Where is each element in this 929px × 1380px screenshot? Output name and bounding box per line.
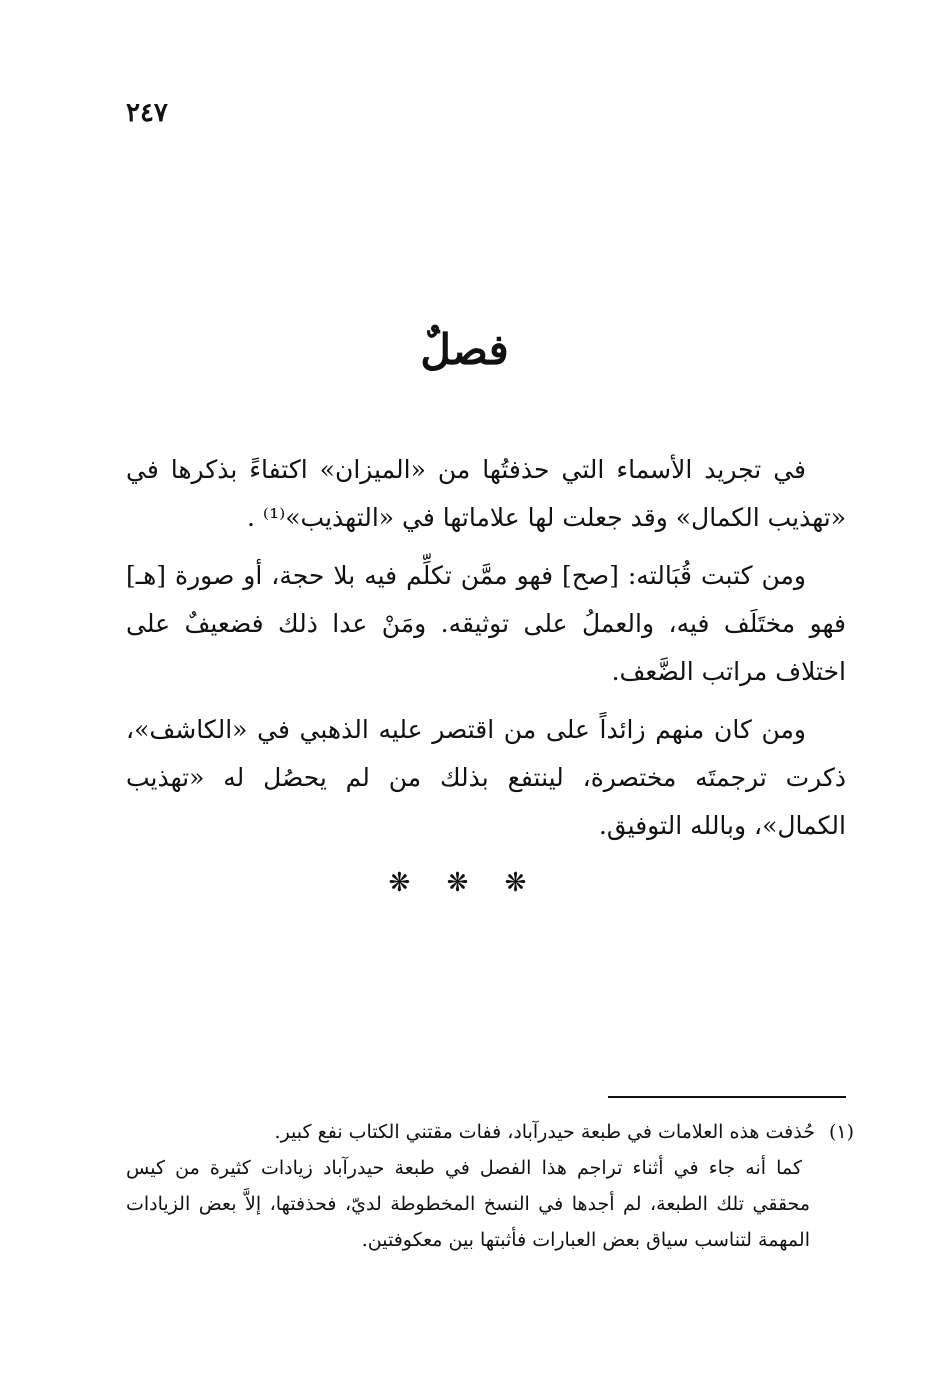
footnote-continuation: [126, 1150, 810, 1258]
paragraph: ومن كتبت قُبَالته: [صح] فهو ممَّن تكلِّم فيه بلا حجة، أو صورة [هـ] فهو مختَلَف فيه، والعملُ على توثيقه. ومَنْ عدا ذلك فضعيفٌ على اختلاف مراتب الضَّعف.: [126, 561, 846, 686]
main-text: [126, 446, 846, 860]
footnote-divider: [608, 1096, 846, 1098]
footnotes: [126, 1114, 854, 1258]
paragraph: في تجريد الأسماء التي حذفتُها من «الميزان» اكتفاءً بذكرها في «تهذيب الكمال» وقد جعلت لها علاماتها في «التهذيب»⁽¹⁾ .: [126, 455, 846, 532]
footnote-continuation-text: كما أنه جاء في أثناء تراجم هذا الفصل في طبعة حيدرآباد زيادات كثيرة من كيس محققي تلك الطبعة، لم أجدها في النسخ المخطوطة لديّ، فحذفتها، إلاَّ بعض الزيادات المهمة لتناسب سياق بعض العبارات فأثبتها بين معكوفتين.: [126, 1157, 810, 1251]
footnote-marker: (١): [828, 1121, 854, 1143]
paragraph: ومن كان منهم زائداً على من اقتصر عليه الذهبي في «الكاشف»، ذكرت ترجمتَه مختصرة، لينتفع بذلك من لم يحصُل له «تهذيب الكمال»، وبالله التوفيق.: [126, 715, 846, 840]
page-number: ٢٤٧: [126, 98, 168, 128]
section-separator: ❋ ❋ ❋: [388, 868, 541, 898]
footnote-text: حُذفت هذه العلامات في طبعة حيدرآباد، ففات مقتني الكتاب نفع كبير.: [274, 1121, 815, 1143]
chapter-title: فصلٌ: [420, 325, 509, 374]
footnote-item: [170, 1114, 854, 1150]
